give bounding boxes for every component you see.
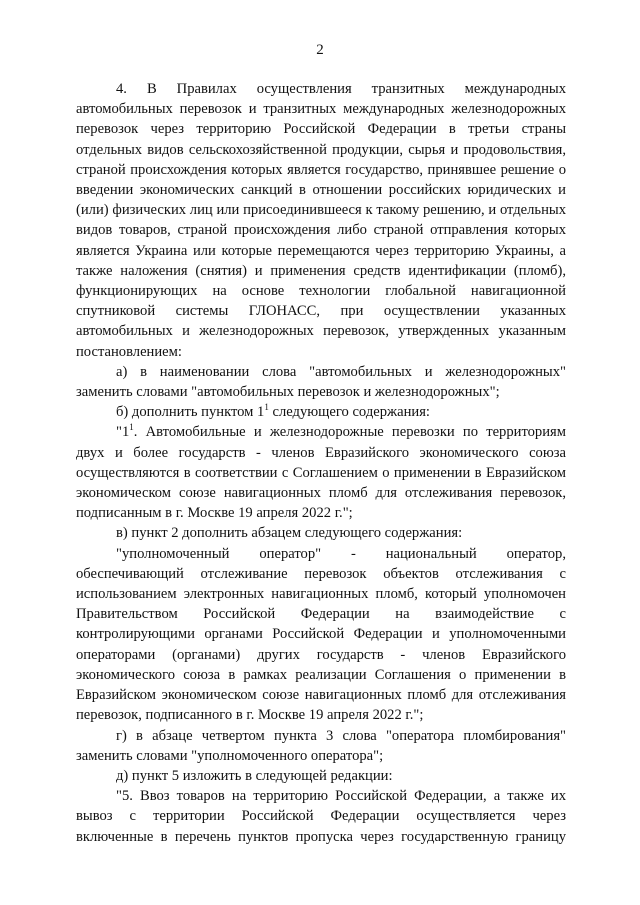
paragraph-definition: "уполномоченный оператор" - национальный оператор, обеспечивающий отслеживание перевозок объектов отслеживания с использованием электронных навигационных пломб, который уполномочен Правительством Российской Федерации на взаимодействие с контролирующими органами Российской Федерации и уполномоченными операторами (органами) других государств - членов Евразийского экономического союза в рамках реализации Соглашения о применении в Евразийском экономическом союзе навигационных пломб для отслеживания перевозок, подписанного в г. Москве 19 апреля 2022 г.";	[76, 545, 566, 724]
paragraph-text: . Автомобильные и железнодорожные перевозки по территориям двух и более государств - членов Евразийского экономического союза осуществляются в соответствии с Соглашением о применении в Евразийском экономическом союзе навигационных пломб для отслеживания перевозок, подписанным в г. Москве 19 апреля 2022 г.";	[76, 424, 566, 522]
paragraph-subitem-d: д) пункт 5 изложить в следующей редакции:	[116, 767, 393, 784]
paragraph-text: "1	[116, 424, 130, 441]
paragraph-subitem-b	[76, 402, 566, 422]
paragraph-text: б) дополнить пунктом 1	[116, 404, 265, 421]
paragraph-clause-5: "5. Ввоз товаров на территорию Российской Федерации, а также их вывоз с территории Российской Федерации осуществляется через включенные в перечень пунктов пропуска через государственную границу	[76, 788, 566, 845]
paragraph-clause-1-1	[76, 422, 566, 523]
superscript: 1	[129, 422, 134, 433]
paragraph-item-4: 4. В Правилах осуществления транзитных международных автомобильных перевозок и транзитных международных железнодорожных перевозок через территорию Российской Федерации в третьи страны отдельных видов сельскохозяйственной продукции, сырья и продовольствия, страной происхождения которых является государство, принявшее решение о введении экономических санкций в отношении российских юридических и (или) физических лиц или присоединившееся к такому решению, и отдельных видов товаров, страной происхождения либо страной отправления которых является Украина или которые перемещаются через территорию Украины, а также наложения (снятия) и применения средств идентификации (пломб), функционирующих на основе технологии глобальной навигационной спутниковой системы ГЛОНАСС, при осуществлении указанных автомобильных и железнодорожных перевозок, утвержденных указанным постановлением:	[76, 81, 566, 360]
paragraph-subitem-v: в) пункт 2 дополнить абзацем следующего содержания:	[116, 525, 463, 542]
paragraph-text: следующего содержания:	[268, 404, 430, 421]
superscript: 1	[264, 402, 269, 413]
document-body	[76, 79, 566, 847]
paragraph-subitem-a: а) в наименовании слова "автомобильных и железнодорожных" заменить словами "автомобильных перевозок и железнодорожных";	[76, 363, 566, 401]
paragraph-subitem-g: г) в абзаце четвертом пункта 3 слова "оператора пломбирования" заменить словами "уполномоченного оператора";	[76, 727, 566, 764]
page-number: 2	[316, 42, 324, 58]
